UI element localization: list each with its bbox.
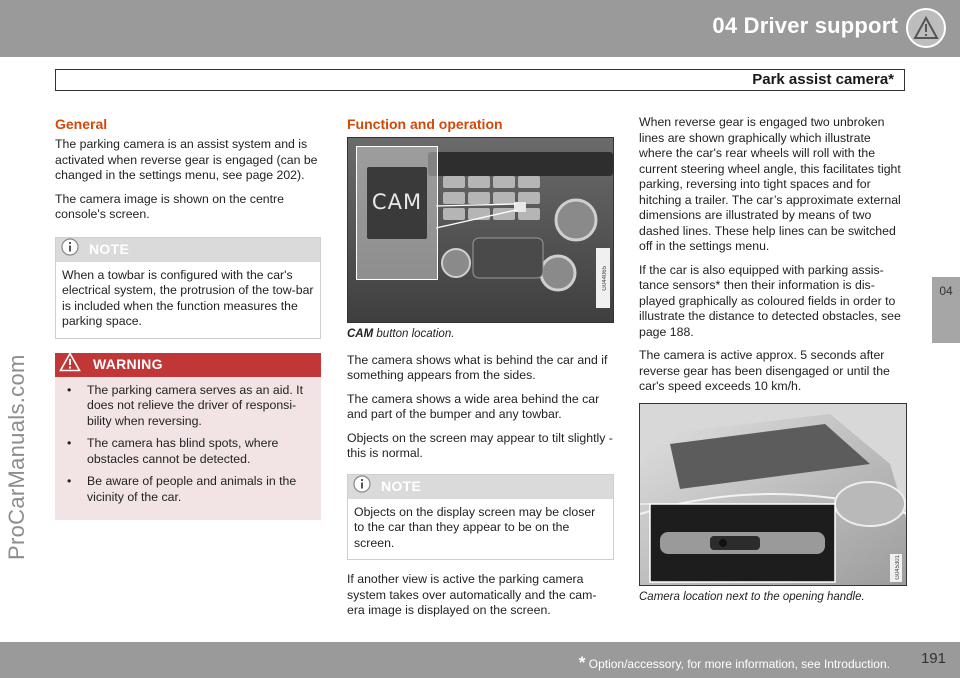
camera-caption: Camera location next to the opening handle.	[639, 590, 865, 603]
cam-button-photo	[347, 137, 614, 323]
caption-bold: CAM	[347, 328, 374, 340]
info-icon	[61, 238, 79, 261]
footnote-star: *	[578, 653, 586, 672]
column-left	[55, 115, 321, 520]
footer-bar	[0, 642, 960, 678]
warning-triangle-icon	[59, 352, 81, 377]
note-header	[56, 238, 320, 262]
general-paragraph-2: The camera image is shown on the centre console's screen.	[55, 191, 284, 221]
warning-list	[55, 377, 321, 521]
function-paragraph-3: Objects on the screen may appear to tilt slightly - this is normal.	[347, 430, 613, 460]
section-title: Park assist camera*	[752, 71, 894, 88]
cam-button: CAM	[367, 167, 427, 239]
lines-paragraph: When reverse gear is engaged two unbroken lines are shown graphically which illustrate where the car's rear wheels will roll with the current steering wheel angle, this facilitates tight parking, reversing into tight spaces and for hitching a trailer. The car’s approximate external dimensions are illustrated by means of two dashed lines. These help lines can be switched off in the settings menu.	[639, 115, 901, 253]
column-right	[639, 115, 907, 615]
active-paragraph: The camera is active approx. 5 seconds after reverse gear has been disengaged or until the car's speed exceeds 10 km/h.	[639, 348, 890, 393]
warning-item: • The camera has blind spots, where obstacles cannot be detected.	[61, 436, 313, 467]
warning-header	[55, 353, 321, 377]
warning-item: • Be aware of people and animals in the vicinity of the car.	[61, 474, 313, 505]
info-icon	[353, 475, 371, 498]
footnote	[579, 653, 890, 673]
note-text: Objects on the display screen may be closer to the car than they appear to be on the screen.	[354, 504, 596, 550]
note-title: NOTE	[89, 240, 130, 257]
section-title-box	[55, 69, 905, 91]
warning-item: • The parking camera serves as an aid. It does not relieve the driver of responsi-bility when reversing.	[61, 383, 313, 430]
note-text: When a towbar is configured with the car's electrical system, the protrusion of the tow-bar is included when the function measures the parking space.	[62, 267, 314, 328]
image-code: G045301	[895, 554, 901, 580]
warning-triangle-icon	[906, 8, 946, 48]
note-box	[55, 237, 321, 339]
warning-box	[55, 353, 321, 521]
column-middle	[347, 115, 614, 627]
cam-caption	[347, 327, 614, 343]
heading-function: Function and operation	[347, 116, 503, 132]
note-box-2	[347, 474, 614, 561]
note-header	[348, 475, 613, 499]
function-paragraph-4: If another view is active the parking camera system takes over automatically and the cam-era image is displayed on the screen.	[347, 572, 597, 617]
camera-location-photo	[639, 403, 907, 586]
heading-general: General	[55, 116, 108, 132]
footnote-text: Option/accessory, for more information, see Introduction.	[585, 657, 890, 671]
sensors-paragraph: If the car is also equipped with parking assis-tance sensors* then their information is dis-played graphically as coloured fields in order to illustrate the distance to detected obstacles, see page 188.	[639, 262, 901, 339]
general-paragraph-1: The parking camera is an assist system and is activated when reverse gear is engaged (can be changed in the settings menu, see page 202).	[55, 137, 318, 182]
note-title: NOTE	[381, 477, 422, 494]
caption-text: button location.	[376, 328, 455, 340]
function-paragraph-2: The camera shows a wide area behind the car and part of the bumper and any towbar.	[347, 391, 600, 421]
chapter-title: 04 Driver support	[712, 13, 898, 38]
page-number: 191	[920, 650, 946, 667]
function-paragraph-1: The camera shows what is behind the car and if something appears from the sides.	[347, 352, 608, 382]
watermark: ProCarManuals.com	[4, 354, 29, 560]
header-bar	[0, 0, 960, 57]
warning-title: WARNING	[93, 355, 163, 372]
chapter-side-tab[interactable]: 04	[932, 277, 960, 343]
image-code: G044065	[602, 266, 608, 291]
cam-callout	[356, 146, 438, 280]
